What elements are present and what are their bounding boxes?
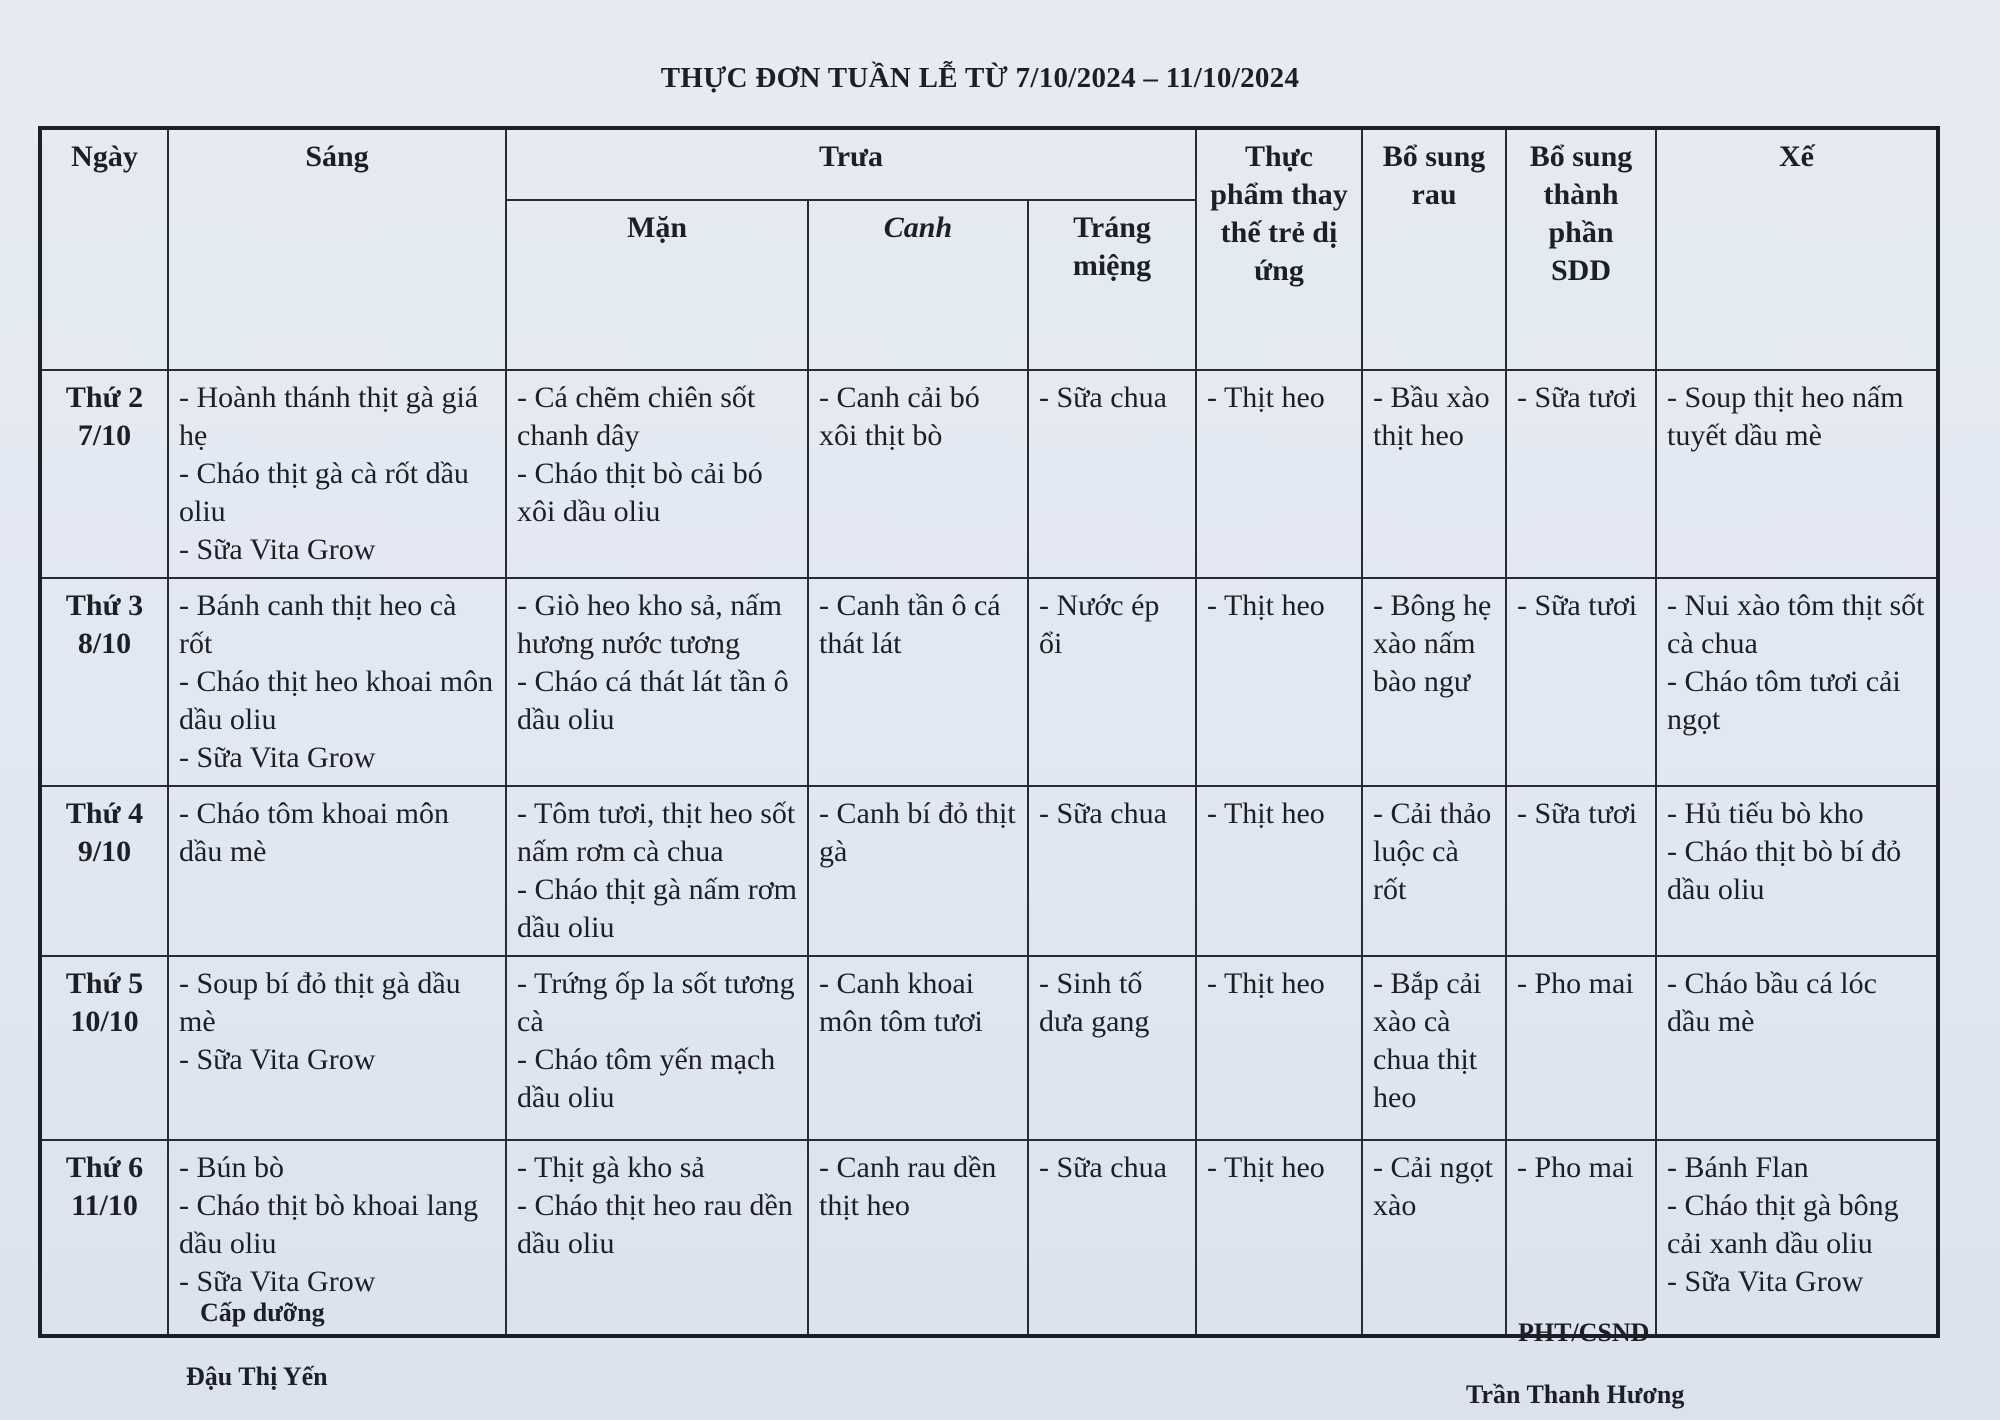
day-cell (40, 370, 168, 578)
vegetable-item: - Bắp cải xào cà chua thịt heo (1373, 967, 1482, 1114)
breakfast-item: - Bún bò (179, 1151, 284, 1184)
substitute-item: - Thịt heo (1207, 967, 1325, 1000)
main-item: - Cháo thịt heo rau dền dầu oliu (517, 1189, 793, 1260)
afternoon-item: - Bánh Flan (1667, 1151, 1809, 1184)
dessert-item: - Sữa chua (1039, 1151, 1167, 1184)
soup-cell (808, 786, 1028, 956)
menu-table (38, 126, 1940, 1338)
dessert-cell (1028, 370, 1196, 578)
vegetable-item: - Bông hẹ xào nấm bào ngư (1373, 589, 1492, 698)
day-cell (40, 956, 168, 1140)
breakfast-cell (168, 578, 506, 786)
day-cell (40, 1140, 168, 1336)
substitute-item: - Thịt heo (1207, 1151, 1325, 1184)
vegetable-item: - Cải ngọt xào (1373, 1151, 1493, 1222)
soup-item: - Canh rau dền thịt heo (819, 1151, 997, 1222)
afternoon-item: - Cháo thịt bò bí đỏ dầu oliu (1667, 835, 1902, 906)
day-date: 11/10 (71, 1189, 138, 1222)
dessert-item: - Sữa chua (1039, 381, 1167, 414)
supplement-cell (1506, 956, 1656, 1140)
soup-item: - Canh tần ô cá thát lát (819, 589, 1001, 660)
substitute-item: - Thịt heo (1207, 589, 1325, 622)
afternoon-cell (1656, 956, 1938, 1140)
afternoon-item: - Cháo tôm tươi cải ngọt (1667, 665, 1901, 736)
substitute-cell (1196, 370, 1362, 578)
signature-right-name: Trần Thanh Hương (1466, 1380, 1685, 1409)
supplement-cell (1506, 578, 1656, 786)
substitute-cell (1196, 1140, 1362, 1336)
substitute-cell (1196, 786, 1362, 956)
substitute-cell (1196, 578, 1362, 786)
breakfast-item: - Sữa Vita Grow (179, 741, 376, 774)
header-vegetable: Bổ sung rau (1362, 128, 1506, 370)
day-name: Thứ 4 (65, 797, 144, 830)
breakfast-item: - Cháo tôm khoai môn dầu mè (179, 797, 449, 868)
main-item: - Giò heo kho sả, nấm hương nước tương (517, 589, 782, 660)
day-date: 9/10 (77, 835, 132, 868)
header-lunch: Trưa (506, 128, 1196, 200)
day-name: Thứ 3 (65, 589, 144, 622)
supplement-item: - Pho mai (1517, 1151, 1634, 1184)
main-item: - Cháo thịt bò cải bó xôi dầu oliu (517, 457, 763, 528)
main-cell (506, 1140, 808, 1336)
supplement-cell (1506, 786, 1656, 956)
main-item: - Cháo thịt gà nấm rơm dầu oliu (517, 873, 797, 944)
vegetable-cell (1362, 956, 1506, 1140)
main-item: - Cá chẽm chiên sốt chanh dây (517, 381, 756, 452)
main-cell (506, 786, 808, 956)
signature-right-title: PHT/CSND (1518, 1318, 1650, 1347)
substitute-cell (1196, 956, 1362, 1140)
dessert-item: - Sinh tố dưa gang (1039, 967, 1150, 1038)
supplement-cell (1506, 1140, 1656, 1336)
soup-cell (808, 956, 1028, 1140)
soup-cell (808, 578, 1028, 786)
dessert-cell (1028, 786, 1196, 956)
header-lunch-dessert: Tráng miệng (1028, 200, 1196, 370)
breakfast-item: - Cháo thịt bò khoai lang dầu oliu (179, 1189, 479, 1260)
soup-cell (808, 370, 1028, 578)
afternoon-item: - Nui xào tôm thịt sốt cà chua (1667, 589, 1925, 660)
dessert-item: - Nước ép ổi (1039, 589, 1160, 660)
breakfast-item: - Cháo thịt gà cà rốt dầu oliu (179, 457, 469, 528)
afternoon-cell (1656, 370, 1938, 578)
vegetable-cell (1362, 1140, 1506, 1336)
afternoon-cell (1656, 1140, 1938, 1336)
vegetable-item: - Cải thảo luộc cà rốt (1373, 797, 1492, 906)
supplement-item: - Sữa tươi (1517, 381, 1638, 414)
vegetable-cell (1362, 786, 1506, 956)
afternoon-item: - Sữa Vita Grow (1667, 1265, 1864, 1298)
vegetable-item: - Bầu xào thịt heo (1373, 381, 1490, 452)
header-substitute: Thực phẩm thay thế trẻ dị ứng (1196, 128, 1362, 370)
breakfast-cell (168, 956, 506, 1140)
breakfast-item: - Soup bí đỏ thịt gà dầu mè (179, 967, 461, 1038)
day-name: Thứ 6 (65, 1151, 144, 1184)
day-name: Thứ 2 (65, 381, 144, 414)
dessert-cell (1028, 578, 1196, 786)
page-title: THỰC ĐƠN TUẦN LỄ TỪ 7/10/2024 – 11/10/2024 (660, 62, 1300, 94)
breakfast-item: - Sữa Vita Grow (179, 533, 376, 566)
day-date: 7/10 (77, 419, 132, 452)
day-name: Thứ 5 (65, 967, 144, 1000)
supplement-item: - Pho mai (1517, 967, 1634, 1000)
breakfast-cell (168, 370, 506, 578)
main-item: - Cháo tôm yến mạch dầu oliu (517, 1043, 776, 1114)
header-lunch-main: Mặn (506, 200, 808, 370)
menu-row (40, 370, 1938, 578)
vegetable-cell (1362, 578, 1506, 786)
main-item: - Thịt gà kho sả (517, 1151, 705, 1184)
main-cell (506, 370, 808, 578)
breakfast-cell (168, 786, 506, 956)
menu-row (40, 578, 1938, 786)
soup-item: - Canh bí đỏ thịt gà (819, 797, 1016, 868)
main-cell (506, 956, 808, 1140)
afternoon-cell (1656, 786, 1938, 956)
vegetable-cell (1362, 370, 1506, 578)
day-date: 8/10 (77, 627, 132, 660)
soup-item: - Canh cải bó xôi thịt bò (819, 381, 980, 452)
header-supplement: Bổ sung thành phần SDD (1506, 128, 1656, 370)
afternoon-item: - Soup thịt heo nấm tuyết dầu mè (1667, 381, 1904, 452)
supplement-cell (1506, 370, 1656, 578)
day-cell (40, 786, 168, 956)
main-cell (506, 578, 808, 786)
dessert-item: - Sữa chua (1039, 797, 1167, 830)
substitute-item: - Thịt heo (1207, 381, 1325, 414)
day-cell (40, 578, 168, 786)
breakfast-item: - Bánh canh thịt heo cà rốt (179, 589, 457, 660)
menu-row (40, 956, 1938, 1140)
header-lunch-soup: Canh (808, 200, 1028, 370)
supplement-item: - Sữa tươi (1517, 589, 1638, 622)
substitute-item: - Thịt heo (1207, 797, 1325, 830)
menu-row (40, 786, 1938, 956)
afternoon-item: - Cháo bầu cá lóc dầu mè (1667, 967, 1877, 1038)
day-date: 10/10 (70, 1005, 139, 1038)
afternoon-cell (1656, 578, 1938, 786)
breakfast-item: - Cháo thịt heo khoai môn dầu oliu (179, 665, 494, 736)
afternoon-item: - Cháo thịt gà bông cải xanh dầu oliu (1667, 1189, 1899, 1260)
dessert-cell (1028, 1140, 1196, 1336)
signature-left-title: Cấp dưỡng (200, 1298, 325, 1327)
soup-cell (808, 1140, 1028, 1336)
soup-item: - Canh khoai môn tôm tươi (819, 967, 983, 1038)
supplement-item: - Sữa tươi (1517, 797, 1638, 830)
header-day: Ngày (40, 128, 168, 370)
dessert-cell (1028, 956, 1196, 1140)
breakfast-item: - Sữa Vita Grow (179, 1043, 376, 1076)
breakfast-item: - Hoành thánh thịt gà giá hẹ (179, 381, 479, 452)
signature-left-name: Đậu Thị Yến (186, 1362, 328, 1391)
main-item: - Cháo cá thát lát tần ô dầu oliu (517, 665, 789, 736)
header-breakfast: Sáng (168, 128, 506, 370)
header-afternoon: Xế (1656, 128, 1938, 370)
menu-body (40, 370, 1938, 1336)
breakfast-item: - Sữa Vita Grow (179, 1265, 376, 1298)
menu-row (40, 1140, 1938, 1336)
main-item: - Tôm tươi, thịt heo sốt nấm rơm cà chua (517, 797, 796, 868)
afternoon-item: - Hủ tiếu bò kho (1667, 797, 1864, 830)
main-item: - Trứng ốp la sốt tương cà (517, 967, 795, 1038)
